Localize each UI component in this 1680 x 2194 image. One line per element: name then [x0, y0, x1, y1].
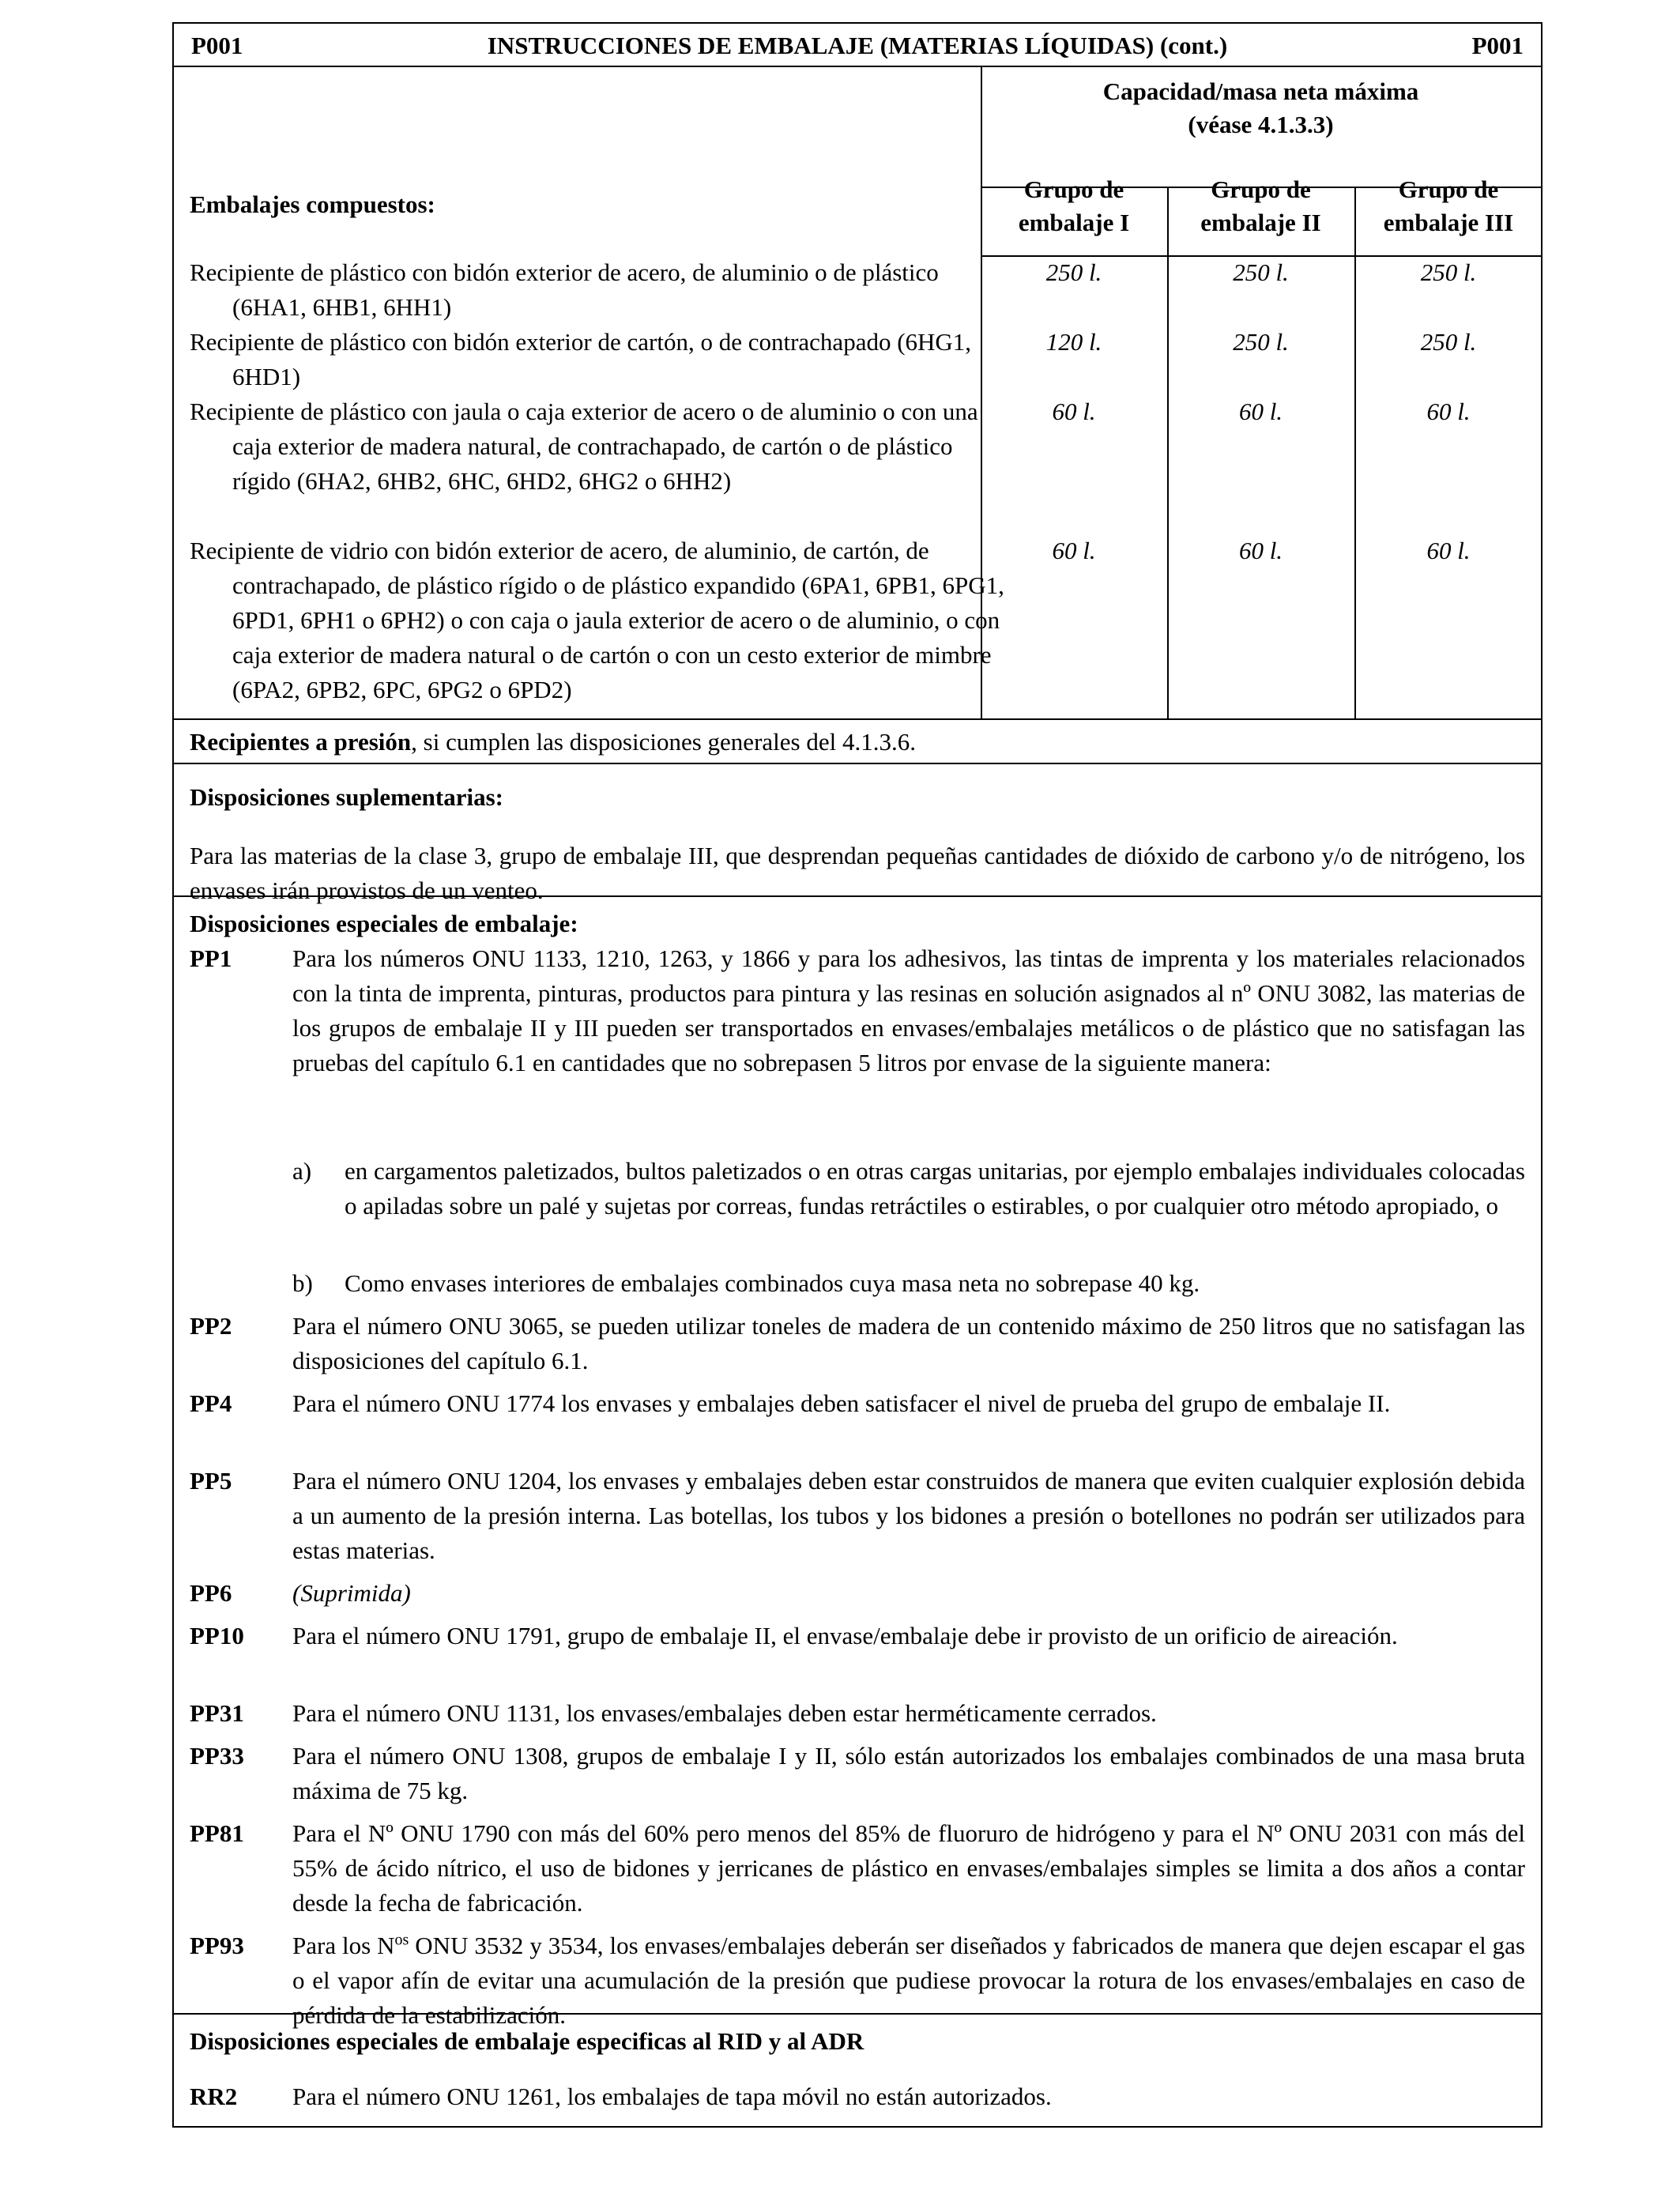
packaging-item: Recipiente de vidrio con bidón exterior de acero, de aluminio, de cartón, de contrachapado, de plástico rígido o de plástico expandido (6PA1, 6PB1, 6PG1, 6PD1, 6PH1 o 6PH2) o con caja o jaula exterior de acero o de aluminio, o con caja exterior de madera natural o de cartón o con un cesto exterior de mimbre (6PA2, 6PB2, 6PC, 6PG2 o 6PD2) — [190, 537, 1004, 703]
capacity-value: 60 l. — [1238, 398, 1283, 425]
rid-adr-provisions — [174, 2015, 1541, 2130]
section-heading: Disposiciones suplementarias: — [190, 783, 503, 811]
supplementary-text: Para las materias de la clase 3, grupo de embalaje III, que desprendan pequeñas cantidades de dióxido de carbono y/o de nitrógeno, los envases irán provistos de un venteo. — [190, 842, 1525, 904]
provision-code: PP5 — [190, 1467, 232, 1495]
capacity-value: 250 l. — [1233, 258, 1289, 286]
provision-text: Para el número ONU 1308, grupos de embalaje I y II, sólo están autorizados los embalajes combinados de una masa bruta máxima de 75 kg. — [292, 1742, 1525, 1804]
provision-pp31 — [190, 1696, 1525, 1731]
page-title: INSTRUCCIONES DE EMBALAJE (MATERIAS LÍQUIDAS) (cont.) — [487, 32, 1228, 59]
capacity-heading-line1: Capacidad/masa neta máxima — [1102, 77, 1419, 105]
provision-pp10 — [190, 1619, 1525, 1653]
packaging-item: Recipiente de plástico con jaula o caja exterior de acero o de aluminio o con una caja exterior de madera natural, de contrachapado, de cartón o de plástico rígido (6HA2, 6HB2, 6HC, 6HD2, 6HG2 o 6HH2) — [190, 398, 978, 495]
section-label: Embalajes compuestos: — [190, 190, 435, 218]
provision-code: RR2 — [190, 2083, 238, 2110]
provision-code: PP2 — [190, 1312, 232, 1340]
capacity-section — [174, 67, 1541, 720]
list-marker: b) — [292, 1269, 313, 1297]
capacity-heading — [981, 75, 1541, 141]
section-heading: Disposiciones especiales de embalaje: — [190, 910, 578, 937]
provision-pp4 — [190, 1386, 1525, 1421]
provision-pp33 — [190, 1739, 1525, 1808]
capacity-value: 120 l. — [1045, 328, 1102, 356]
instruction-code-left: P001 — [191, 32, 243, 59]
provision-text: Para el número ONU 1204, los envases y embalajes deben estar construidos de manera que eviten cualquier explosión debida a un aumento de la presión interna. Las botellas, los tubos y los bidones a presión o botellones no podrán ser utilizados para estas materias. — [292, 1467, 1525, 1564]
special-packing-provisions — [174, 897, 1541, 2029]
provision-code: PP31 — [190, 1699, 244, 1727]
capacity-value: 60 l. — [1052, 537, 1096, 564]
group-header-line: Grupo de — [1211, 175, 1311, 203]
title-row — [174, 24, 1541, 67]
provision-pp81 — [190, 1816, 1525, 1921]
provision-pp5 — [190, 1464, 1525, 1568]
group-header-ii — [1167, 173, 1354, 239]
provision-text: Para los números ONU 1133, 1210, 1263, y 1866 y para los adhesivos, las tintas de imprenta y los materiales relacionados con la tinta de imprenta, pinturas, productos para pintura y las resinas en solución asignados al nº ONU 3082, las materias de los grupos de embalaje II y III pueden ser transportados en envases/embalajes metálicos o de plástico que no satisfagan las pruebas del capítulo 6.1 en cantidades que no sobrepasen 5 litros por envase de la siguiente manera: — [292, 944, 1525, 1076]
group-header-line: Grupo de — [1023, 175, 1124, 203]
supplementary-provisions — [174, 764, 1541, 904]
provision-code: PP4 — [190, 1389, 232, 1417]
provision-code: PP1 — [190, 944, 232, 972]
capacity-value: 250 l. — [1045, 258, 1102, 286]
provision-text: Para el Nº ONU 1790 con más del 60% pero menos del 85% de fluoruro de hidrógeno y para el Nº ONU 2031 con más del 55% de ácido nítrico, el uso de bidones y jerricanes de plástico en envases/embalajes simples se limita a dos años a contar desde la fecha de fabricación. — [292, 1819, 1525, 1917]
group-header-line: embalaje II — [1200, 209, 1321, 236]
provision-text: Para el número ONU 3065, se pueden utilizar toneles de madera de un contenido máximo de 250 litros que no satisfagan las disposiciones del capítulo 6.1. — [292, 1312, 1525, 1374]
provision-pp1 — [190, 941, 1525, 1080]
provision-text: Para el número ONU 1791, grupo de embalaje II, el envase/embalaje debe ir provisto de un orificio de aireación. — [292, 1622, 1398, 1649]
packaging-item: Recipiente de plástico con bidón exterior de cartón, o de contrachapado (6HG1, 6HD1) — [190, 328, 972, 390]
provision-pp1-option-a — [292, 1154, 1525, 1223]
provision-code: PP81 — [190, 1819, 244, 1847]
provision-pp6 — [190, 1576, 1525, 1611]
capacity-value: 60 l. — [1238, 537, 1283, 564]
pressure-receptacles-row — [174, 720, 1541, 764]
capacity-heading-line2: (véase 4.1.3.3) — [1188, 111, 1334, 138]
provision-pp2 — [190, 1309, 1525, 1378]
capacity-value: 60 l. — [1426, 537, 1471, 564]
capacity-value: 250 l. — [1233, 328, 1289, 356]
list-item-text: en cargamentos paletizados, bultos paletizados o en otras cargas unitarias, por ejemplo embalajes individuales colocadas o apiladas sobre un palé y sujetas por correas, fundas retráctiles o estirables, o por cualquier otro método apropiado, o — [345, 1157, 1525, 1220]
list-item-text: Como envases interiores de embalajes combinados cuya masa neta no sobrepase 40 kg. — [345, 1269, 1200, 1297]
provision-code: PP33 — [190, 1742, 244, 1770]
group-header-iii — [1354, 173, 1543, 239]
provision-code: PP93 — [190, 1932, 244, 1959]
pressure-receptacles-condition: , si cumplen las disposiciones generales del 4.1.3.6. — [411, 728, 916, 756]
capacity-value: 60 l. — [1052, 398, 1096, 425]
section-heading: Disposiciones especiales de embalaje especificas al RID y al ADR — [190, 2027, 864, 2055]
provision-text: (Suprimida) — [292, 1579, 411, 1607]
packing-instruction-table — [172, 22, 1543, 2128]
list-marker: a) — [292, 1157, 312, 1185]
pressure-receptacles-text — [190, 725, 916, 760]
group-header-line: embalaje III — [1383, 209, 1514, 236]
instruction-code-right: P001 — [1471, 32, 1524, 59]
provision-code: PP10 — [190, 1622, 244, 1649]
provision-text: Para el número ONU 1774 los envases y embalajes deben satisfacer el nivel de prueba del grupo de embalaje II. — [292, 1389, 1391, 1417]
group-header-line: embalaje I — [1018, 209, 1130, 236]
provision-code: PP6 — [190, 1579, 232, 1607]
provision-text-part: Para los N — [292, 1932, 395, 1959]
capacity-value: 250 l. — [1420, 328, 1477, 356]
provision-text: Para el número ONU 1261, los embalajes de tapa móvil no están autorizados. — [292, 2083, 1052, 2110]
superscript: os — [394, 1931, 409, 1949]
group-header-line: Grupo de — [1398, 175, 1499, 203]
provision-text-part: ONU 3532 y 3534, los envases/embalajes deberán ser diseñados y fabricados de manera que dejen escapar el gas o el vapor afín de evitar una acumulación de la presión que pudiese provocar la rotura de los envases/embalajes en caso de pérdida de la estabilización. — [292, 1932, 1525, 2029]
provision-rr2 — [190, 2079, 1525, 2114]
packaging-item: Recipiente de plástico con bidón exterior de acero, de aluminio o de plástico (6HA1, 6HB1, 6HH1) — [190, 258, 939, 321]
capacity-value: 60 l. — [1426, 398, 1471, 425]
provision-text: Para el número ONU 1131, los envases/embalajes deben estar herméticamente cerrados. — [292, 1699, 1157, 1727]
group-header-i — [981, 173, 1167, 239]
pressure-receptacles-label: Recipientes a presión — [190, 728, 412, 756]
provision-pp1-option-b — [292, 1266, 1525, 1301]
capacity-value: 250 l. — [1420, 258, 1477, 286]
